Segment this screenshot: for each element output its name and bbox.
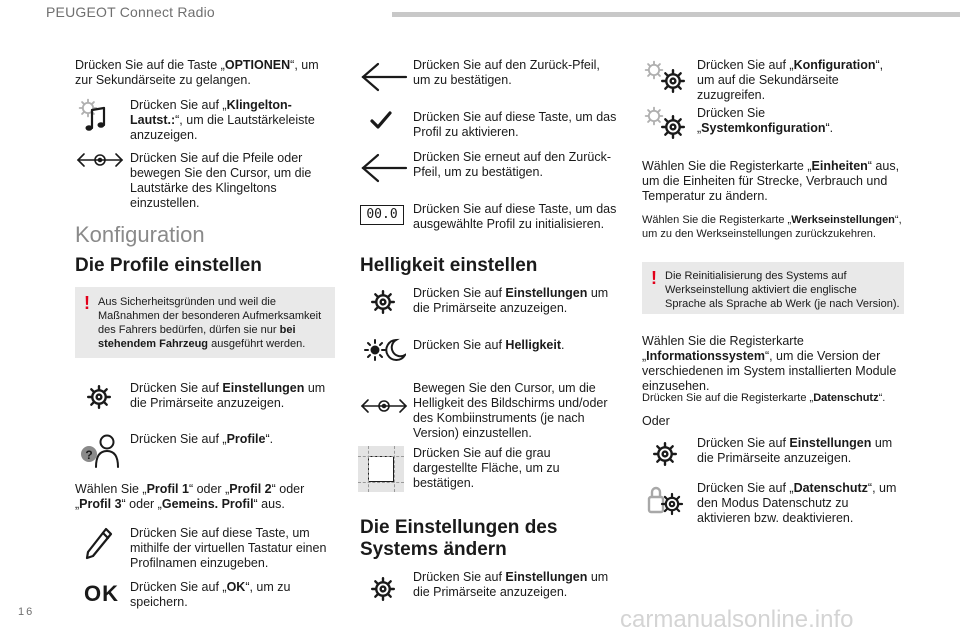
step-profile: Drücken Sie auf „Profile“. — [130, 432, 274, 446]
step-back-arrow: Drücken Sie auf den Zurück-Pfeil, um zu bestätigen. — [413, 58, 600, 87]
page-number: 16 — [18, 606, 35, 618]
step-grey-area: Drücken Sie auf die grau dargestellte Fläche, um zu bestätigen. — [413, 446, 560, 490]
reset-icon: 00.0 — [360, 205, 404, 225]
system-settings-title: Die Einstellungen des Systems ändern — [360, 517, 558, 560]
step-activate: Drücken Sie auf diese Taste, um das Profil zu aktivieren. — [413, 110, 617, 139]
grey-area-guide-h1 — [358, 456, 404, 457]
step-system-configuration: Drücken Sie „Systemkonfiguration“. — [697, 106, 834, 135]
step-settings: Drücken Sie auf Einstellungen um die Primärseite anzuzeigen. — [130, 381, 326, 410]
header-title: PEUGEOT Connect Radio — [46, 4, 215, 20]
settings-gear-icon — [86, 384, 112, 410]
settings-gear-icon-2 — [370, 289, 396, 315]
back-arrow-icon — [360, 62, 408, 92]
settings-gear-icon-4 — [652, 441, 678, 467]
profile-user-icon — [80, 432, 120, 468]
system-configuration-icon — [644, 106, 688, 142]
step-arrows: Drücken Sie auf die Pfeile oder bewegen Sie den Cursor, um die Lautstärke des Klingeltons einzustellen. — [130, 151, 312, 210]
choose-profile: Wählen Sie „Profil 1“ oder „Profil 2“ oder „Profil 3“ oder „Gemeins. Profil“ aus. — [75, 482, 305, 511]
slider-arrows-icon — [76, 150, 124, 170]
ringtone-settings-icon — [78, 98, 110, 134]
grey-area-guide-h2 — [358, 482, 404, 483]
grey-area-icon — [358, 446, 404, 492]
pen-edit-icon — [84, 526, 114, 560]
step-back-arrow-again: Drücken Sie erneut auf den Zurück-Pfeil, um zu bestätigen. — [413, 150, 612, 179]
step-reset: Drücken Sie auf diese Taste, um das ausgewählte Profil zu initialisieren. — [413, 202, 617, 231]
privacy-lock-icon — [646, 484, 686, 518]
step-ok: Drücken Sie auf „OK“, um zu speichern. — [130, 580, 291, 609]
warning-icon: ! — [84, 293, 90, 313]
watermark: carmanualsonline.info — [620, 606, 854, 633]
checkmark-icon — [370, 110, 392, 130]
factory-settings-text: Wählen Sie die Registerkarte „Werkseinstellungen“, um zu den Werkseinstellungen zurückzukehren. — [642, 214, 902, 240]
units-tab-text: Wählen Sie die Registerkarte „Einheiten“ aus, um die Einheiten für Strecke, Verbrauch und Temperatur zu ändern. — [642, 159, 900, 203]
brightness-title: Helligkeit einstellen — [360, 255, 538, 276]
grey-area-guide-v1 — [368, 446, 369, 492]
warning-box-profiles — [75, 287, 335, 358]
step-settings-system: Drücken Sie auf Einstellungen um die Primärseite anzuzeigen. — [413, 570, 609, 599]
settings-gear-icon-3 — [370, 576, 396, 602]
step-settings-brightness: Drücken Sie auf Einstellungen um die Primärseite anzuzeigen. — [413, 286, 609, 315]
warning-text-profiles: Aus Sicherheitsgründen und weil die Maßnahmen der besonderen Aufmerksamkeit des Fahrers bedürfen, dürfen sie nur bei stehendem Fahrzeug ausgeführt werden. — [98, 296, 322, 350]
step-configuration: Drücken Sie auf „Konfiguration“, um auf die Sekundärseite zuzugreifen. — [697, 58, 884, 102]
slider-cursor-icon — [360, 396, 408, 416]
warning-box-reset — [642, 262, 904, 314]
section-title-configuration: Konfiguration — [75, 222, 205, 247]
or-text: Oder — [642, 414, 670, 428]
info-system-text: Wählen Sie die Registerkarte „Informationssystem“, um die Version der verschiedenen im System installierten Module einzusehen. — [642, 334, 897, 393]
header-bar — [392, 12, 960, 17]
warning-icon-2: ! — [651, 268, 657, 288]
back-arrow-icon-2 — [360, 153, 408, 183]
step-cursor: Bewegen Sie den Cursor, um die Helligkeit des Bildschirms und/oder des Kombiinstruments (je nach Version) einzustellen. — [413, 381, 608, 440]
options-intro: Drücken Sie auf die Taste „OPTIONEN“, um zur Sekundärseite zu gelangen. — [75, 58, 319, 87]
grey-area-inner — [368, 456, 394, 482]
warning-text-reset: Die Reinitialisierung des Systems auf Werkseinstellung aktiviert die englische Sprache als Sprache ab Werk (je nach Version). — [665, 270, 900, 310]
profiles-title: Die Profile einstellen — [75, 255, 262, 276]
svg-text:?: ? — [85, 448, 93, 462]
grey-area-guide-v2 — [394, 446, 395, 492]
step-ringtone-volume: Drücken Sie auf „Klingelton-Lautst.:“, um die Lautstärkeleiste anzuzeigen. — [130, 98, 315, 142]
step-privacy: Drücken Sie auf „Datenschutz“, um den Modus Datenschutz zu aktivieren bzw. deaktivieren. — [697, 481, 897, 525]
configuration-gears-icon — [644, 60, 688, 96]
privacy-tab-text: Drücken Sie auf die Registerkarte „Datenschutz“. — [642, 392, 886, 404]
step-pen: Drücken Sie auf diese Taste, um mithilfe der virtuellen Tastatur einen Profilnamen einzugeben. — [130, 526, 327, 570]
brightness-sun-moon-icon — [364, 338, 406, 362]
step-settings-privacy: Drücken Sie auf Einstellungen um die Primärseite anzuzeigen. — [697, 436, 893, 465]
step-brightness: Drücken Sie auf Helligkeit. — [413, 338, 565, 352]
ok-icon: OK — [84, 581, 119, 606]
